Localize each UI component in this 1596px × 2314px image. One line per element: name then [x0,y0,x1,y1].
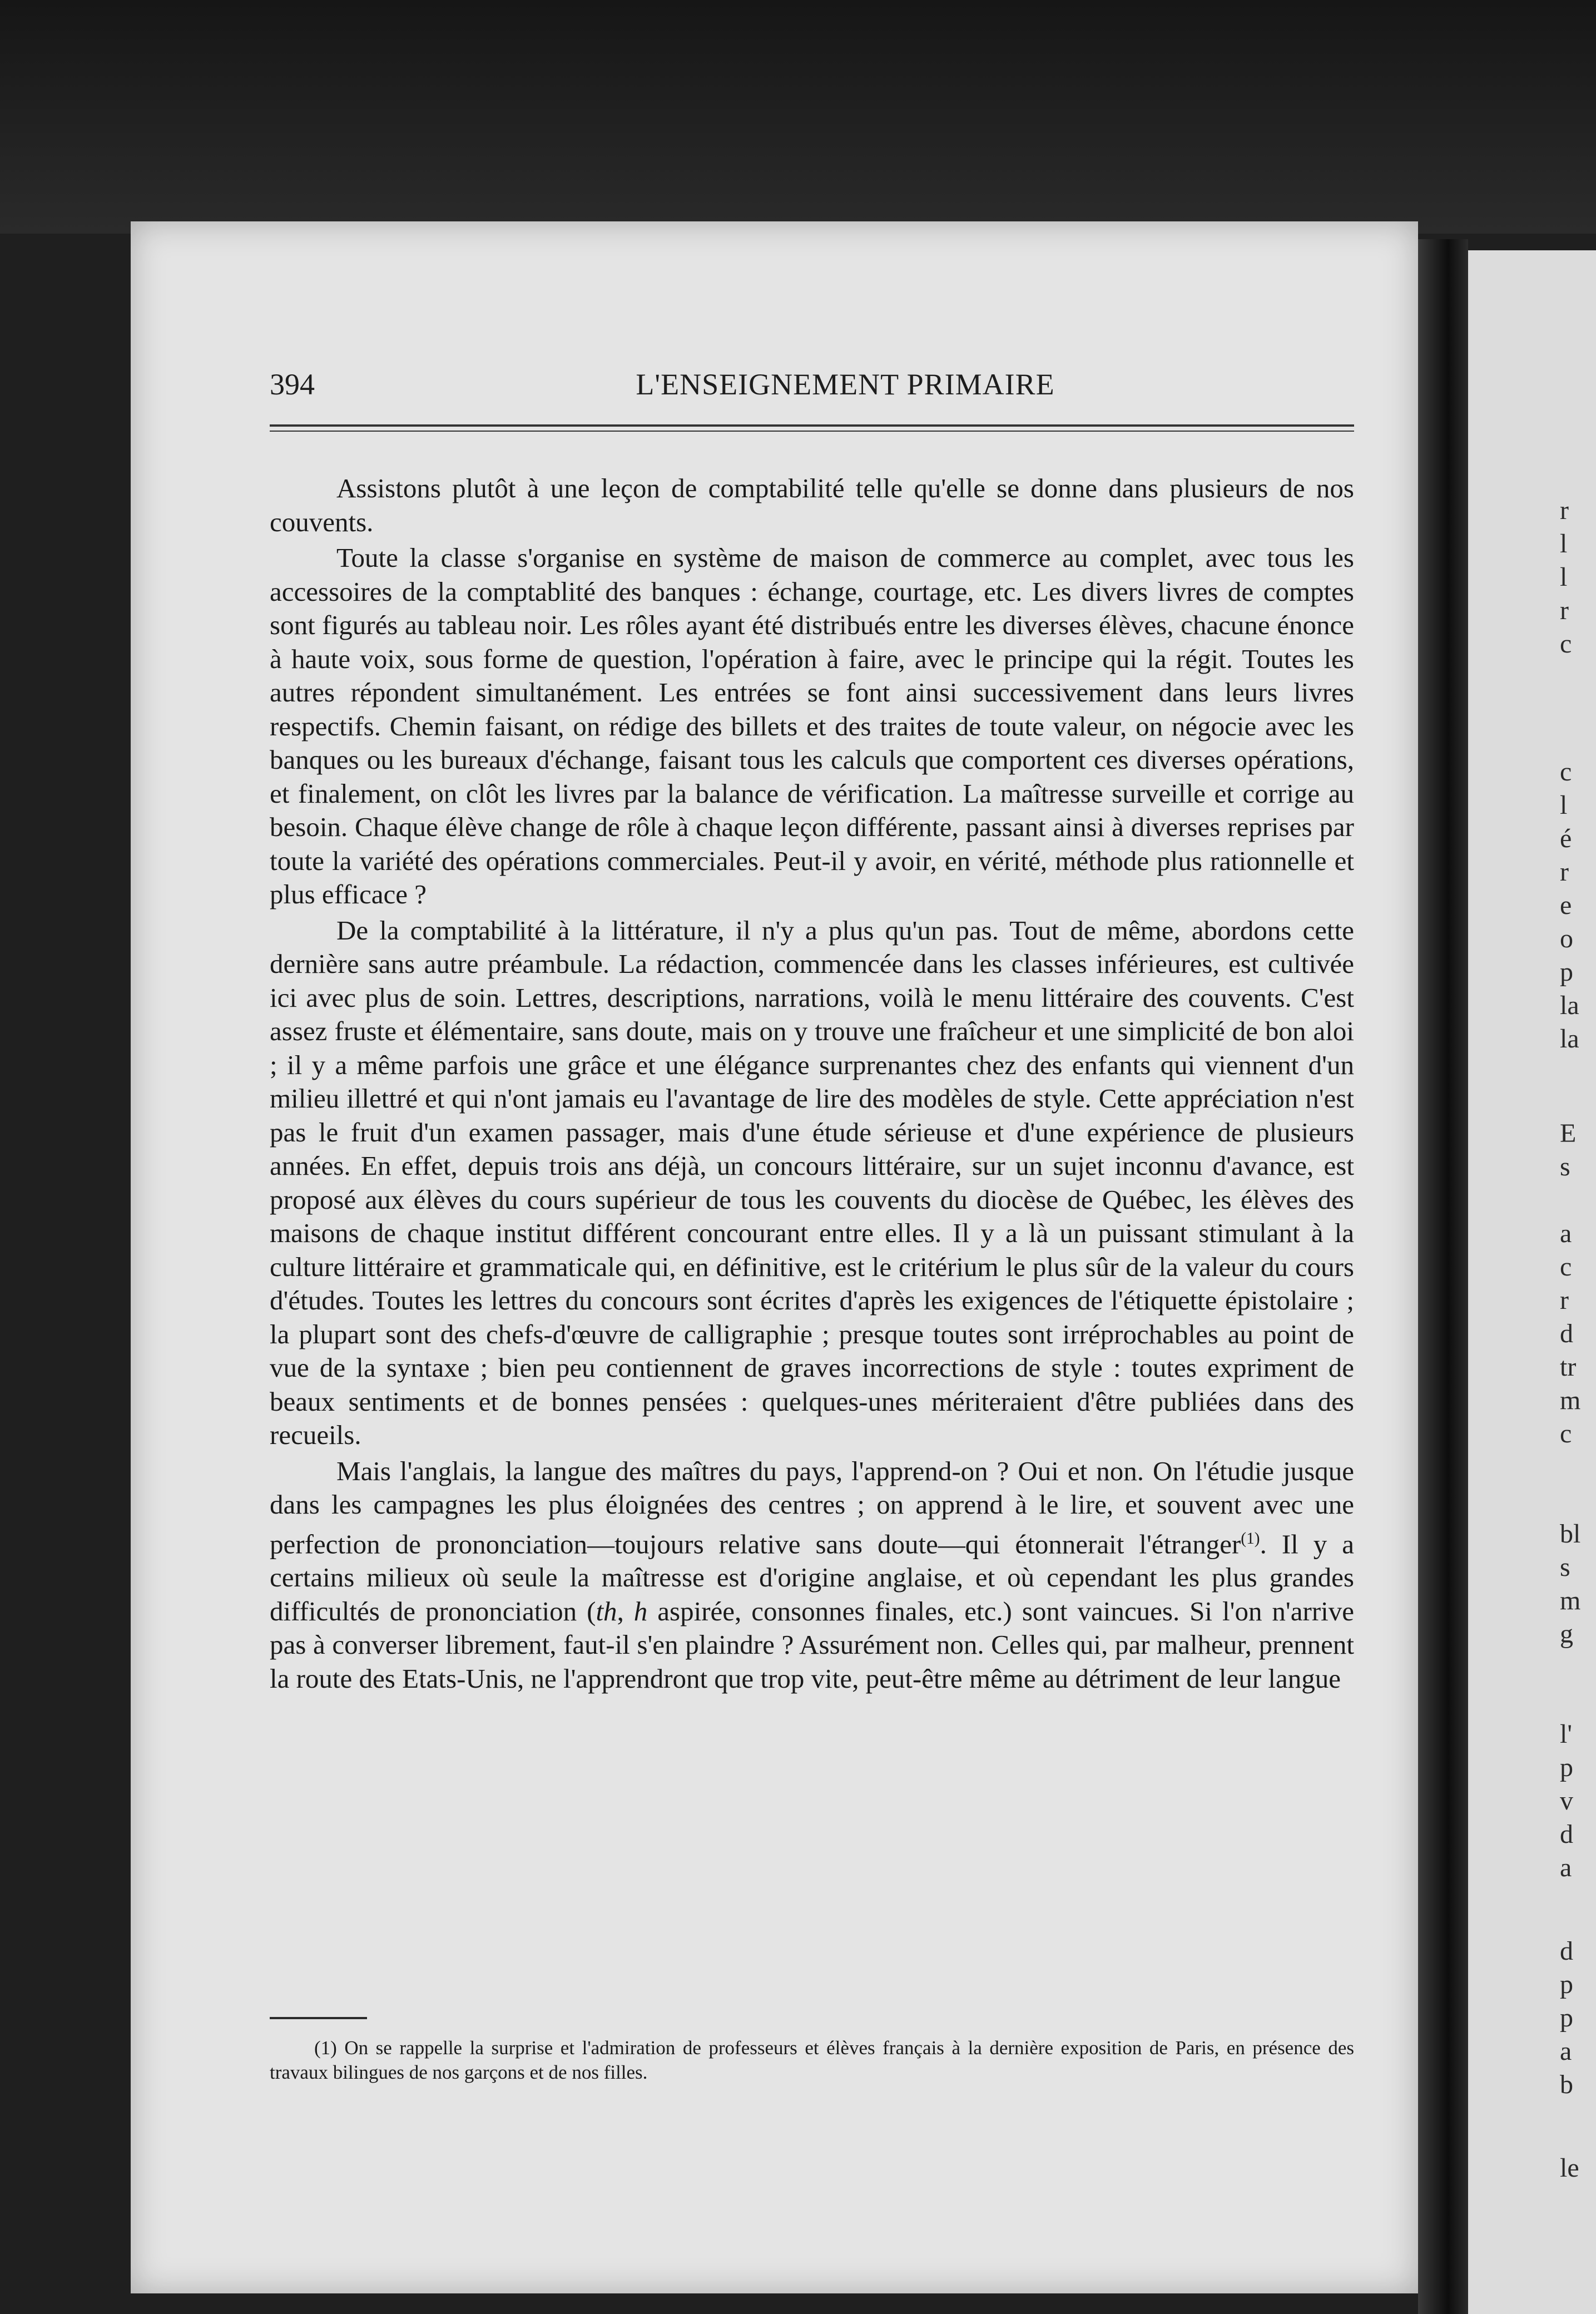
facing-page-text-fragment: l [1560,790,1568,820]
facing-page-text-fragment: c [1560,1252,1572,1282]
facing-page-text-fragment: p [1560,2003,1573,2033]
body-text [270,472,1354,1698]
facing-page-text-fragment: p [1560,957,1573,987]
paragraph: De la comptabilité à la littérature, il n'y a plus qu'un pas. Tout de même, abordons cette dernière sans autre préambule. La rédaction, commencée dans les classes inférieures, est cultivée ici avec plus de soin. Lettres, descriptions, narrations, voilà le menu littéraire des couvents. C'est assez fruste et élémentaire, sans doute, mais on y trouve une fraîcheur et une simplicité de bon aloi ; il y a même parfois une grâce et une élégance surprenantes chez des enfants qui viennent d'un milieu illettré et qui n'ont jamais eu l'avantage de lire des modèles de style. Cette appréciation n'est pas le fruit d'un examen passager, mais d'une étude sérieuse et d'une expérience de plusieurs années. En effet, depuis trois ans déjà, un concours littéraire, sur un sujet inconnu d'avance, est proposé aux élèves du cours supérieur de tous les couvents du diocèse de Québec, les élèves des maisons de chaque institut différent concourant entre elles. Il y a là un puissant stimulant à la culture littéraire et grammaticale qui, en définitive, est le critérium le plus sûr de la valeur du cours d'études. Toutes les lettres du concours sont écrites d'après les exigences de l'étiquette épistolaire ; la plupart sont des chefs-d'œuvre de calligraphie ; presque toutes sont irréprochables au point de vue de la syntaxe ; bien peu contiennent de graves incorrections de style : toutes expriment de beaux sentiments et de bonnes pensées : quelques-unes mériteraient d'être publiées dans des recueils. [270,914,1354,1450]
scanner-backdrop [0,0,1596,234]
facing-page-text-fragment: a [1560,1219,1572,1248]
paragraph-text: . Il y a certains milieux où seule la maîtresse est d'origine anglaise, et où cependant les plus grandes difficultés de prononciation ( [270,1528,1355,1626]
facing-page-text-fragment: le [1560,2153,1579,2183]
facing-page-text-fragment: c [1560,757,1572,787]
facing-page-text-fragment: E [1560,1119,1577,1148]
facing-page-text-fragment: d [1560,1819,1573,1849]
paragraph [270,1455,1354,1696]
facing-page-text-fragment: v [1560,1786,1573,1816]
header-rule [270,424,1354,427]
footnote-reference: (1) [1241,1529,1260,1547]
facing-page-text-fragment: r [1560,496,1569,525]
facing-page-edge [1468,250,1596,2314]
facing-page-text-fragment: s [1560,1152,1570,1181]
page-header [270,367,1354,406]
facing-page-text-fragment: m [1560,1586,1581,1615]
facing-page-text-fragment: l [1560,562,1568,592]
facing-page-text-fragment: s [1560,1552,1570,1582]
facing-page-text-fragment: d [1560,1936,1573,1966]
facing-page-text-fragment: c [1560,629,1572,659]
page-number: 394 [270,368,315,401]
facing-page-text-fragment: la [1560,1024,1579,1054]
facing-page-text-fragment: o [1560,924,1573,953]
facing-page-text-fragment: l' [1560,1719,1572,1749]
italic-text: h [633,1595,648,1626]
facing-page-text-fragment: p [1560,1753,1573,1782]
paragraph-text: , [617,1595,634,1626]
facing-page-text-fragment: r [1560,1285,1569,1315]
facing-page-text-fragment: d [1560,1319,1573,1348]
paragraph: Assistons plutôt à une leçon de comptabilité telle qu'elle se donne dans plusieurs de nos couvents. [270,473,1354,537]
facing-page-text-fragment: é [1560,824,1572,853]
book-page [131,221,1418,2293]
facing-page-text-fragment: b [1560,2070,1573,2099]
facing-page-text-fragment: m [1560,1386,1581,1415]
header-rule-thin [270,431,1354,432]
facing-page-text-fragment: la [1560,991,1579,1020]
facing-page-text-fragment: r [1560,596,1569,625]
facing-page-text-fragment: l [1560,529,1568,558]
italic-text: th [596,1595,617,1626]
facing-page-text-fragment: tr [1560,1352,1577,1382]
footnote-rule [270,2017,367,2019]
facing-page-text-fragment: r [1560,857,1569,887]
facing-page-text-fragment: c [1560,1419,1572,1448]
facing-page-text-fragment: a [1560,2036,1572,2066]
facing-page-text-fragment: g [1560,1619,1573,1649]
facing-page-text-fragment: e [1560,891,1572,920]
paragraph: Toute la classe s'organise en système de maison de commerce au complet, avec tous les accessoires de la comptablité des banques : échange, courtage, etc. Les divers livres de comptes sont figurés au tableau noir. Les rôles ayant été distribués entre les diverses élèves, chacune énonce à haute voix, sous forme de question, l'opération à faire, avec le principe qui la régit. Toutes les autres répondent simultanément. Les entrées se font ainsi successivement dans leurs livres respectifs. Chemin faisant, on rédige des billets et des traites de toute valeur, on négocie avec les banques ou les bureaux d'échange, faisant tous les calculs que comportent ces diverses opérations, et finalement, on clôt les livres par la balance de vérification. La maîtresse surveille et corrige au besoin. Chaque élève change de rôle à chaque leçon différente, passant ainsi à diverses reprises par toute la variété des opérations commerciales. Peut-il y avoir, en vérité, méthode plus rationnelle et plus efficace ? [270,542,1354,909]
book-gutter [1418,239,1468,2314]
running-title: L'ENSEIGNEMENT PRIMAIRE [636,368,1055,401]
paragraph-text: Mais l'anglais, la langue des maîtres du pays, l'apprend-on ? Oui et non. On l'étudie jusque dans les campagnes les plus éloignées des centres ; on apprend à le lire, et souvent avec une perfection de prononciation—toujours relative sans doute—qui étonnerait l'étranger [270,1455,1354,1559]
paragraph-text: aspirée, consonnes finales, etc.) sont vaincues. Si l'on n'arrive pas à converser librement, faut-il s'en plaindre ? Assurément non. Celles qui, par malheur, prennent la route des Etats-Unis, ne l'apprendront que trop vite, peut-être même au détriment de leur langue [270,1595,1355,1694]
facing-page-text-fragment: bl [1560,1519,1581,1549]
facing-page-text-fragment: p [1560,1970,1573,1999]
footnote: (1) On se rappelle la surprise et l'admiration de professeurs et élèves français à la dernière exposition de Paris, en présence des travaux bilingues de nos garçons et de nos filles. [270,2037,1354,2083]
facing-page-text-fragment: a [1560,1853,1572,1882]
